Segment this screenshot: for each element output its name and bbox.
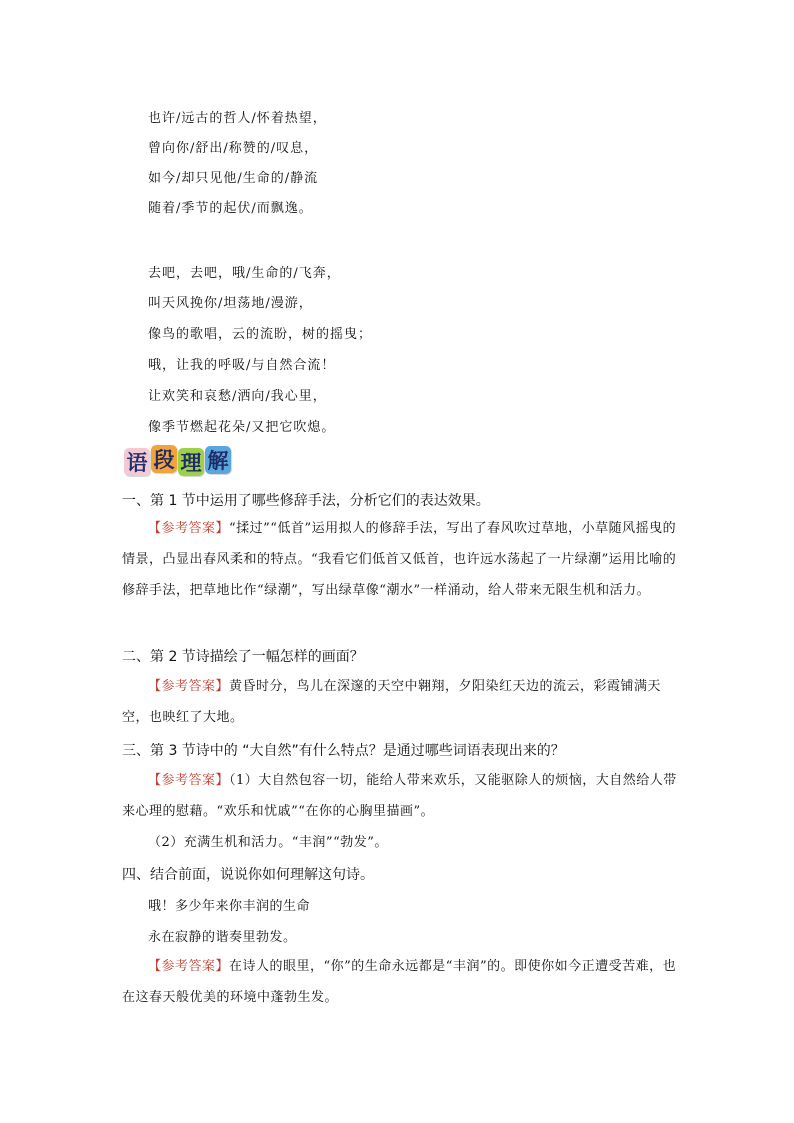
section-title-char: 解 [205,446,231,474]
answer-text: （1）大自然包容一切，能给人带来欢乐，又能驱除人的烦恼，大自然给人带来心理的慰藉。“欢乐和忧戚”“在你的心胸里描画”。 [122,773,677,819]
answer-text: 在诗人的眼里，“你”的生命永远都是“丰润”的。即使你如今正遭受苦难，也在这春天般优美的环境中蓬勃生发。 [122,959,677,1005]
poem-line: 曾向你/舒出/称赞的/叹息， [148,141,319,156]
question-2: 二、第 2 节诗描绘了一幅怎样的画面？ [122,649,364,665]
answer-3 [122,765,682,827]
section-title-char: 理 [178,448,204,476]
question-4: 四、结合前面，说说你如何理解这句诗。 [122,867,374,883]
answer-tag: 【参考答案】 [148,521,230,536]
poem-line: 如今/却只见他/生命的/静流 [148,171,319,186]
poem-line: 让欢笑和哀愁/洒向/我心里， [148,389,327,404]
section-title-char: 语 [124,448,150,476]
poem-line: 去吧，去吧，哦/生命的/飞奔， [148,266,341,281]
answer-tag: 【参考答案】 [148,959,230,974]
answer-3-part-2: （2）充满生机和活力。“丰润”“勃发”。 [148,835,388,850]
quoted-line: 永在寂静的谐奏里勃发。 [148,930,297,945]
answer-tag: 【参考答案】 [148,679,230,694]
section-title-banner [124,448,232,480]
answer-tag: 【参考答案】 [148,773,230,788]
poem-line: 也许/远古的哲人/怀着热望， [148,111,327,126]
question-3: 三、第 3 节诗中的 “大自然”有什么特点？是通过哪些词语表现出来的？ [122,743,565,759]
quoted-line: 哦！多少年来你丰润的生命 [148,899,311,914]
poem-line: 叫天风挽你/坦荡地/漫游， [148,296,313,311]
poem-line: 像鸟的歌唱，云的流盼，树的摇曳； [148,327,373,342]
answer-4 [122,951,682,1013]
poem-line: 哦，让我的呼吸/与自然合流！ [148,358,336,373]
section-title-char: 段 [151,445,177,473]
poem-line: 像季节燃起花朵/又把它吹熄。 [148,420,336,435]
poem-line: 随着/季节的起伏/而飘逸。 [148,201,313,216]
answer-2 [122,671,682,733]
answer-text: “揉过”“低首”运用拟人的修辞手法，写出了春风吹过草地，小草随风摇曳的情景，凸显出春风柔和的特点。“我看它们低首又低首，也许远水荡起了一片绿潮”运用比喻的修辞手法，把草地比作“绿潮”，写出绿草像“潮水”一样涌动，给人带来无限生机和活力。 [122,521,677,598]
answer-text: 黄昏时分，鸟儿在深邃的天空中翱翔，夕阳染红天边的流云，彩霞铺满天空，也映红了大地。 [122,679,662,725]
question-1: 一、第 1 节中运用了哪些修辞手法，分析它们的表达效果。 [122,493,490,509]
answer-1 [122,513,682,606]
